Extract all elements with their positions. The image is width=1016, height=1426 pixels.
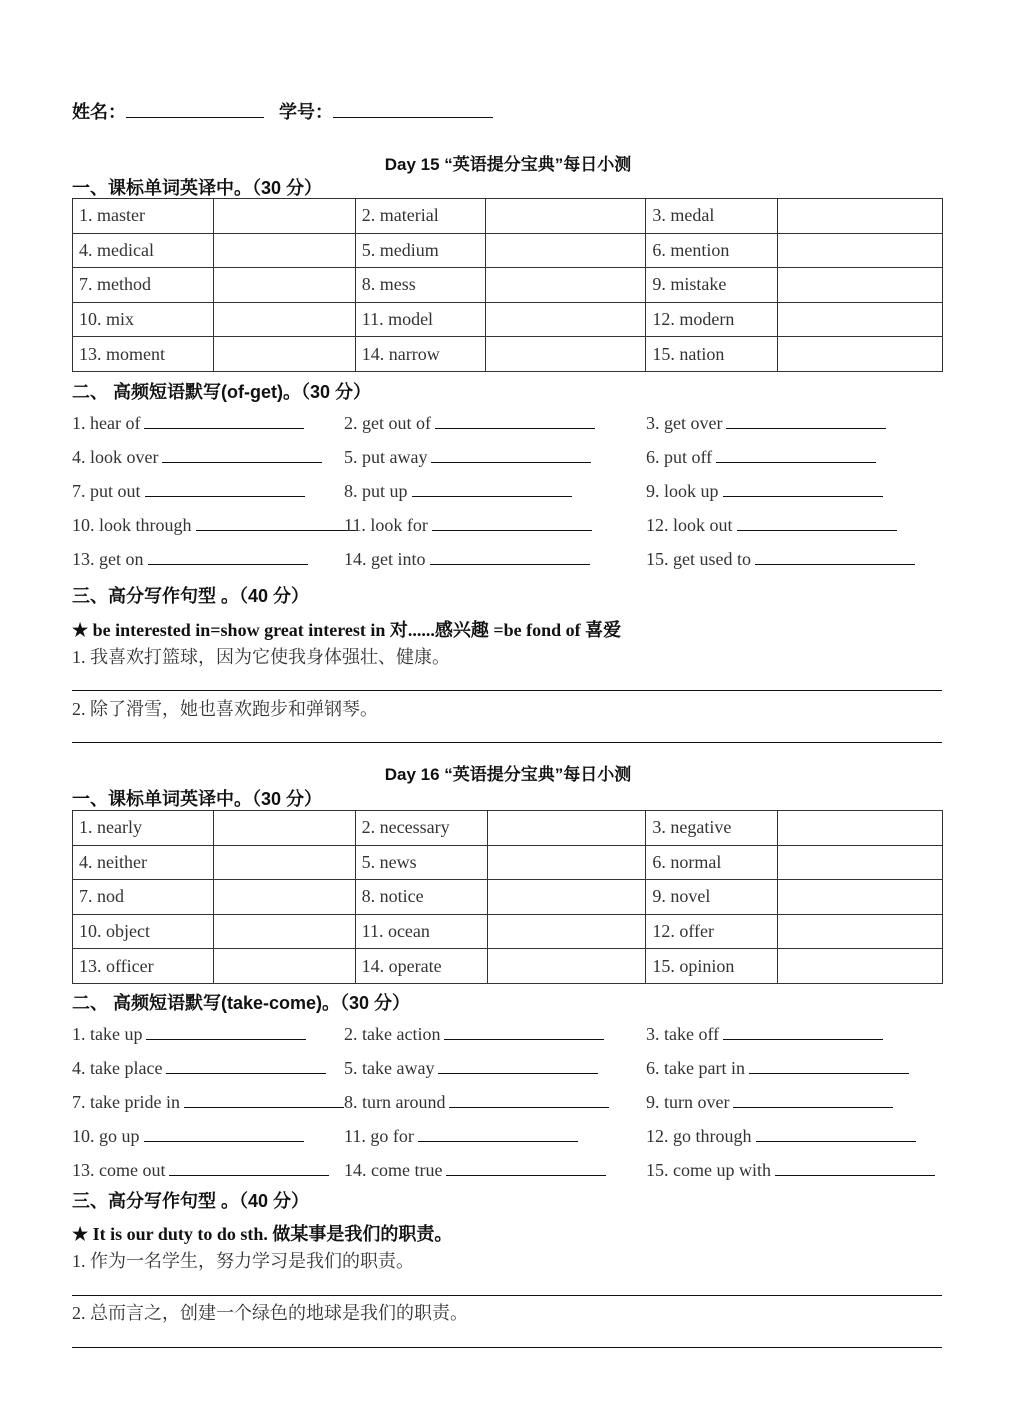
- vocab-word: 15. opinion: [646, 949, 777, 984]
- answer-cell[interactable]: [777, 880, 942, 915]
- answer-line[interactable]: [72, 1295, 942, 1296]
- answer-cell[interactable]: [488, 949, 646, 984]
- vocab-word: 9. mistake: [646, 268, 777, 303]
- vocab-word: 7. nod: [73, 880, 214, 915]
- answer-cell[interactable]: [488, 880, 646, 915]
- phrase-label: 10. go up: [72, 1126, 140, 1146]
- table-row: [73, 337, 943, 372]
- phrase-row: [72, 1091, 952, 1125]
- answer-blank[interactable]: [446, 1159, 606, 1176]
- phrase-row: [72, 1023, 952, 1057]
- answer-cell[interactable]: [486, 302, 646, 337]
- phrase-label: 2. take action: [344, 1024, 441, 1044]
- phrase-label: 10. look through: [72, 515, 192, 535]
- answer-cell[interactable]: [488, 914, 646, 949]
- answer-blank[interactable]: [166, 1057, 326, 1074]
- phrase-item: [344, 1091, 609, 1113]
- answer-cell[interactable]: [486, 337, 646, 372]
- phrase-item: [72, 1023, 306, 1045]
- answer-cell[interactable]: [214, 268, 356, 303]
- student-id-blank[interactable]: [333, 103, 493, 118]
- vocab-word: 1. master: [73, 199, 214, 234]
- answer-cell[interactable]: [214, 199, 356, 234]
- answer-cell[interactable]: [777, 949, 942, 984]
- answer-blank[interactable]: [412, 480, 572, 497]
- answer-blank[interactable]: [148, 548, 308, 565]
- answer-blank[interactable]: [169, 1159, 329, 1176]
- answer-blank[interactable]: [756, 1125, 916, 1142]
- vocab-word: 13. moment: [73, 337, 214, 372]
- phrase-label: 1. hear of: [72, 413, 141, 433]
- vocab-word: 4. neither: [73, 845, 214, 880]
- phrase-label: 13. come out: [72, 1160, 166, 1180]
- translation-question: 2. 除了滑雪，她也喜欢跑步和弹钢琴。: [72, 699, 378, 719]
- name-blank[interactable]: [126, 103, 264, 118]
- answer-cell[interactable]: [488, 811, 646, 846]
- answer-blank[interactable]: [432, 514, 592, 531]
- answer-blank[interactable]: [431, 446, 591, 463]
- answer-cell[interactable]: [214, 233, 356, 268]
- answer-blank[interactable]: [755, 548, 915, 565]
- phrase-label: 8. turn around: [344, 1092, 446, 1112]
- translation-question: 1. 作为一名学生，努力学习是我们的职责。: [72, 1251, 414, 1271]
- vocab-word: 7. method: [73, 268, 214, 303]
- table-row: [73, 268, 943, 303]
- vocab-table: [72, 810, 943, 984]
- vocab-word: 8. mess: [355, 268, 485, 303]
- answer-cell[interactable]: [486, 268, 646, 303]
- answer-cell[interactable]: [777, 914, 942, 949]
- phrase-label: 9. turn over: [646, 1092, 730, 1112]
- phrase-label: 5. put away: [344, 447, 428, 467]
- student-info-header: [72, 98, 493, 124]
- phrase-label: 7. take pride in: [72, 1092, 180, 1112]
- answer-cell[interactable]: [777, 337, 942, 372]
- vocab-word: 6. mention: [646, 233, 777, 268]
- answer-blank[interactable]: [418, 1125, 578, 1142]
- answer-cell[interactable]: [214, 880, 356, 915]
- phrase-item: [344, 1057, 598, 1079]
- phrase-item: [646, 480, 883, 502]
- phrase-row: [72, 548, 952, 582]
- phrase-item: [72, 514, 356, 536]
- table-row: [73, 811, 943, 846]
- answer-blank[interactable]: [775, 1159, 935, 1176]
- answer-blank[interactable]: [749, 1057, 909, 1074]
- vocab-word: 2. necessary: [355, 811, 487, 846]
- phrase-label: 3. get over: [646, 413, 723, 433]
- phrase-row: [72, 1125, 952, 1159]
- vocab-word: 11. model: [355, 302, 485, 337]
- answer-cell[interactable]: [486, 199, 646, 234]
- phrase-label: 11. look for: [344, 515, 428, 535]
- vocab-word: 2. material: [355, 199, 485, 234]
- answer-blank[interactable]: [435, 412, 595, 429]
- section-phrases-heading: 二、 高频短语默写(of-get)。（30 分）: [72, 382, 371, 402]
- phrase-row: [72, 1057, 952, 1091]
- phrase-item: [646, 446, 876, 468]
- vocab-word: 5. medium: [355, 233, 485, 268]
- answer-cell[interactable]: [777, 199, 942, 234]
- phrase-label: 15. come up with: [646, 1160, 771, 1180]
- phrase-item: [646, 1159, 935, 1181]
- sentence-pattern: ★ be interested in=show great interest in 对......感兴趣 =be fond of 喜爱: [72, 620, 622, 640]
- phrase-label: 8. put up: [344, 481, 408, 501]
- phrase-label: 4. look over: [72, 447, 159, 467]
- phrase-item: [646, 412, 886, 434]
- phrase-label: 4. take place: [72, 1058, 163, 1078]
- phrase-item: [72, 1125, 304, 1147]
- student-id-label: 学号：: [279, 102, 334, 122]
- phrase-label: 14. get into: [344, 549, 426, 569]
- vocab-word: 10. object: [73, 914, 214, 949]
- answer-blank[interactable]: [144, 412, 304, 429]
- phrase-item: [646, 514, 897, 536]
- phrase-item: [344, 1125, 578, 1147]
- translation-question: 1. 我喜欢打篮球，因为它使我身体强壮、健康。: [72, 647, 450, 667]
- answer-cell[interactable]: [214, 949, 356, 984]
- vocab-word: 14. operate: [355, 949, 487, 984]
- answer-line[interactable]: [72, 1347, 942, 1348]
- answer-blank[interactable]: [723, 1023, 883, 1040]
- phrase-label: 1. take up: [72, 1024, 143, 1044]
- table-row: [73, 199, 943, 234]
- phrase-item: [646, 1057, 909, 1079]
- phrase-label: 7. put out: [72, 481, 141, 501]
- vocab-word: 5. news: [355, 845, 487, 880]
- vocab-word: 4. medical: [73, 233, 214, 268]
- vocab-word: 3. medal: [646, 199, 777, 234]
- answer-cell[interactable]: [777, 811, 942, 846]
- table-row: [73, 880, 943, 915]
- phrase-item: [72, 1091, 344, 1113]
- phrase-label: 13. get on: [72, 549, 144, 569]
- phrase-label: 6. put off: [646, 447, 713, 467]
- vocab-word: 1. nearly: [73, 811, 214, 846]
- phrase-item: [72, 1057, 326, 1079]
- phrase-item: [344, 514, 592, 536]
- section-vocab-heading: 一、课标单词英译中。（30 分）: [72, 789, 323, 809]
- answer-cell[interactable]: [777, 845, 942, 880]
- phrase-label: 6. take part in: [646, 1058, 745, 1078]
- vocab-table: [72, 198, 943, 372]
- section-writing-heading: 三、高分写作句型 。（40 分）: [72, 1191, 310, 1211]
- answer-blank[interactable]: [733, 1091, 893, 1108]
- answer-cell[interactable]: [488, 845, 646, 880]
- phrase-row: [72, 480, 952, 514]
- phrase-item: [344, 412, 595, 434]
- translation-question: 2. 总而言之，创建一个绿色的地球是我们的职责。: [72, 1303, 468, 1323]
- phrase-item: [344, 1023, 604, 1045]
- vocab-word: 9. novel: [646, 880, 777, 915]
- section-phrases-heading: 二、 高频短语默写(take-come)。（30 分）: [72, 993, 411, 1013]
- phrase-label: 15. get used to: [646, 549, 751, 569]
- answer-blank[interactable]: [726, 412, 886, 429]
- phrase-item: [344, 548, 590, 570]
- phrase-label: 11. go for: [344, 1126, 414, 1146]
- answer-line[interactable]: [72, 742, 942, 743]
- phrase-label: 12. look out: [646, 515, 733, 535]
- quiz-title: Day 16 “英语提分宝典”每日小测: [384, 765, 632, 784]
- phrase-item: [72, 548, 308, 570]
- answer-line[interactable]: [72, 690, 942, 691]
- vocab-word: 12. modern: [646, 302, 777, 337]
- answer-blank[interactable]: [162, 446, 322, 463]
- answer-blank[interactable]: [146, 1023, 306, 1040]
- answer-cell[interactable]: [214, 302, 356, 337]
- answer-blank[interactable]: [716, 446, 876, 463]
- section-vocab-heading: 一、课标单词英译中。（30 分）: [72, 178, 323, 198]
- answer-blank[interactable]: [723, 480, 883, 497]
- name-label: 姓名：: [72, 102, 126, 122]
- phrase-label: 12. go through: [646, 1126, 752, 1146]
- table-row: [73, 914, 943, 949]
- vocab-word: 14. narrow: [355, 337, 485, 372]
- answer-blank[interactable]: [737, 514, 897, 531]
- phrase-item: [646, 1125, 916, 1147]
- answer-cell[interactable]: [214, 914, 356, 949]
- phrase-item: [72, 446, 322, 468]
- phrase-list: [72, 412, 952, 582]
- table-row: [73, 302, 943, 337]
- answer-blank[interactable]: [144, 1125, 304, 1142]
- phrase-row: [72, 446, 952, 480]
- answer-cell[interactable]: [777, 233, 942, 268]
- answer-cell[interactable]: [214, 845, 356, 880]
- vocab-word: 11. ocean: [355, 914, 487, 949]
- phrase-label: 14. come true: [344, 1160, 443, 1180]
- answer-blank[interactable]: [145, 480, 305, 497]
- phrase-item: [344, 1159, 606, 1181]
- phrase-item: [646, 548, 915, 570]
- phrase-label: 9. look up: [646, 481, 719, 501]
- phrase-item: [72, 480, 305, 502]
- answer-cell[interactable]: [777, 302, 942, 337]
- vocab-word: 10. mix: [73, 302, 214, 337]
- answer-cell[interactable]: [214, 337, 356, 372]
- vocab-word: 12. offer: [646, 914, 777, 949]
- phrase-item: [344, 446, 591, 468]
- phrase-item: [72, 412, 304, 434]
- answer-blank[interactable]: [444, 1023, 604, 1040]
- table-row: [73, 949, 943, 984]
- phrase-label: 5. take away: [344, 1058, 435, 1078]
- vocab-word: 15. nation: [646, 337, 777, 372]
- table-row: [73, 233, 943, 268]
- vocab-word: 8. notice: [355, 880, 487, 915]
- vocab-word: 13. officer: [73, 949, 214, 984]
- phrase-item: [646, 1023, 883, 1045]
- phrase-row: [72, 412, 952, 446]
- phrase-item: [72, 1159, 329, 1181]
- answer-cell[interactable]: [214, 811, 356, 846]
- answer-cell[interactable]: [486, 233, 646, 268]
- phrase-item: [646, 1091, 893, 1113]
- sentence-pattern: ★ It is our duty to do sth. 做某事是我们的职责。: [72, 1224, 453, 1244]
- vocab-word: 3. negative: [646, 811, 777, 846]
- table-row: [73, 845, 943, 880]
- section-writing-heading: 三、高分写作句型 。（40 分）: [72, 586, 310, 606]
- answer-blank[interactable]: [438, 1057, 598, 1074]
- phrase-row: [72, 514, 952, 548]
- phrase-label: 3. take off: [646, 1024, 720, 1044]
- vocab-word: 6. normal: [646, 845, 777, 880]
- answer-blank[interactable]: [449, 1091, 609, 1108]
- phrase-item: [344, 480, 572, 502]
- answer-blank[interactable]: [184, 1091, 344, 1108]
- answer-blank[interactable]: [430, 548, 590, 565]
- phrase-label: 2. get out of: [344, 413, 431, 433]
- phrase-list: [72, 1023, 952, 1193]
- quiz-title: Day 15 “英语提分宝典”每日小测: [384, 155, 632, 174]
- answer-cell[interactable]: [777, 268, 942, 303]
- answer-blank[interactable]: [196, 514, 356, 531]
